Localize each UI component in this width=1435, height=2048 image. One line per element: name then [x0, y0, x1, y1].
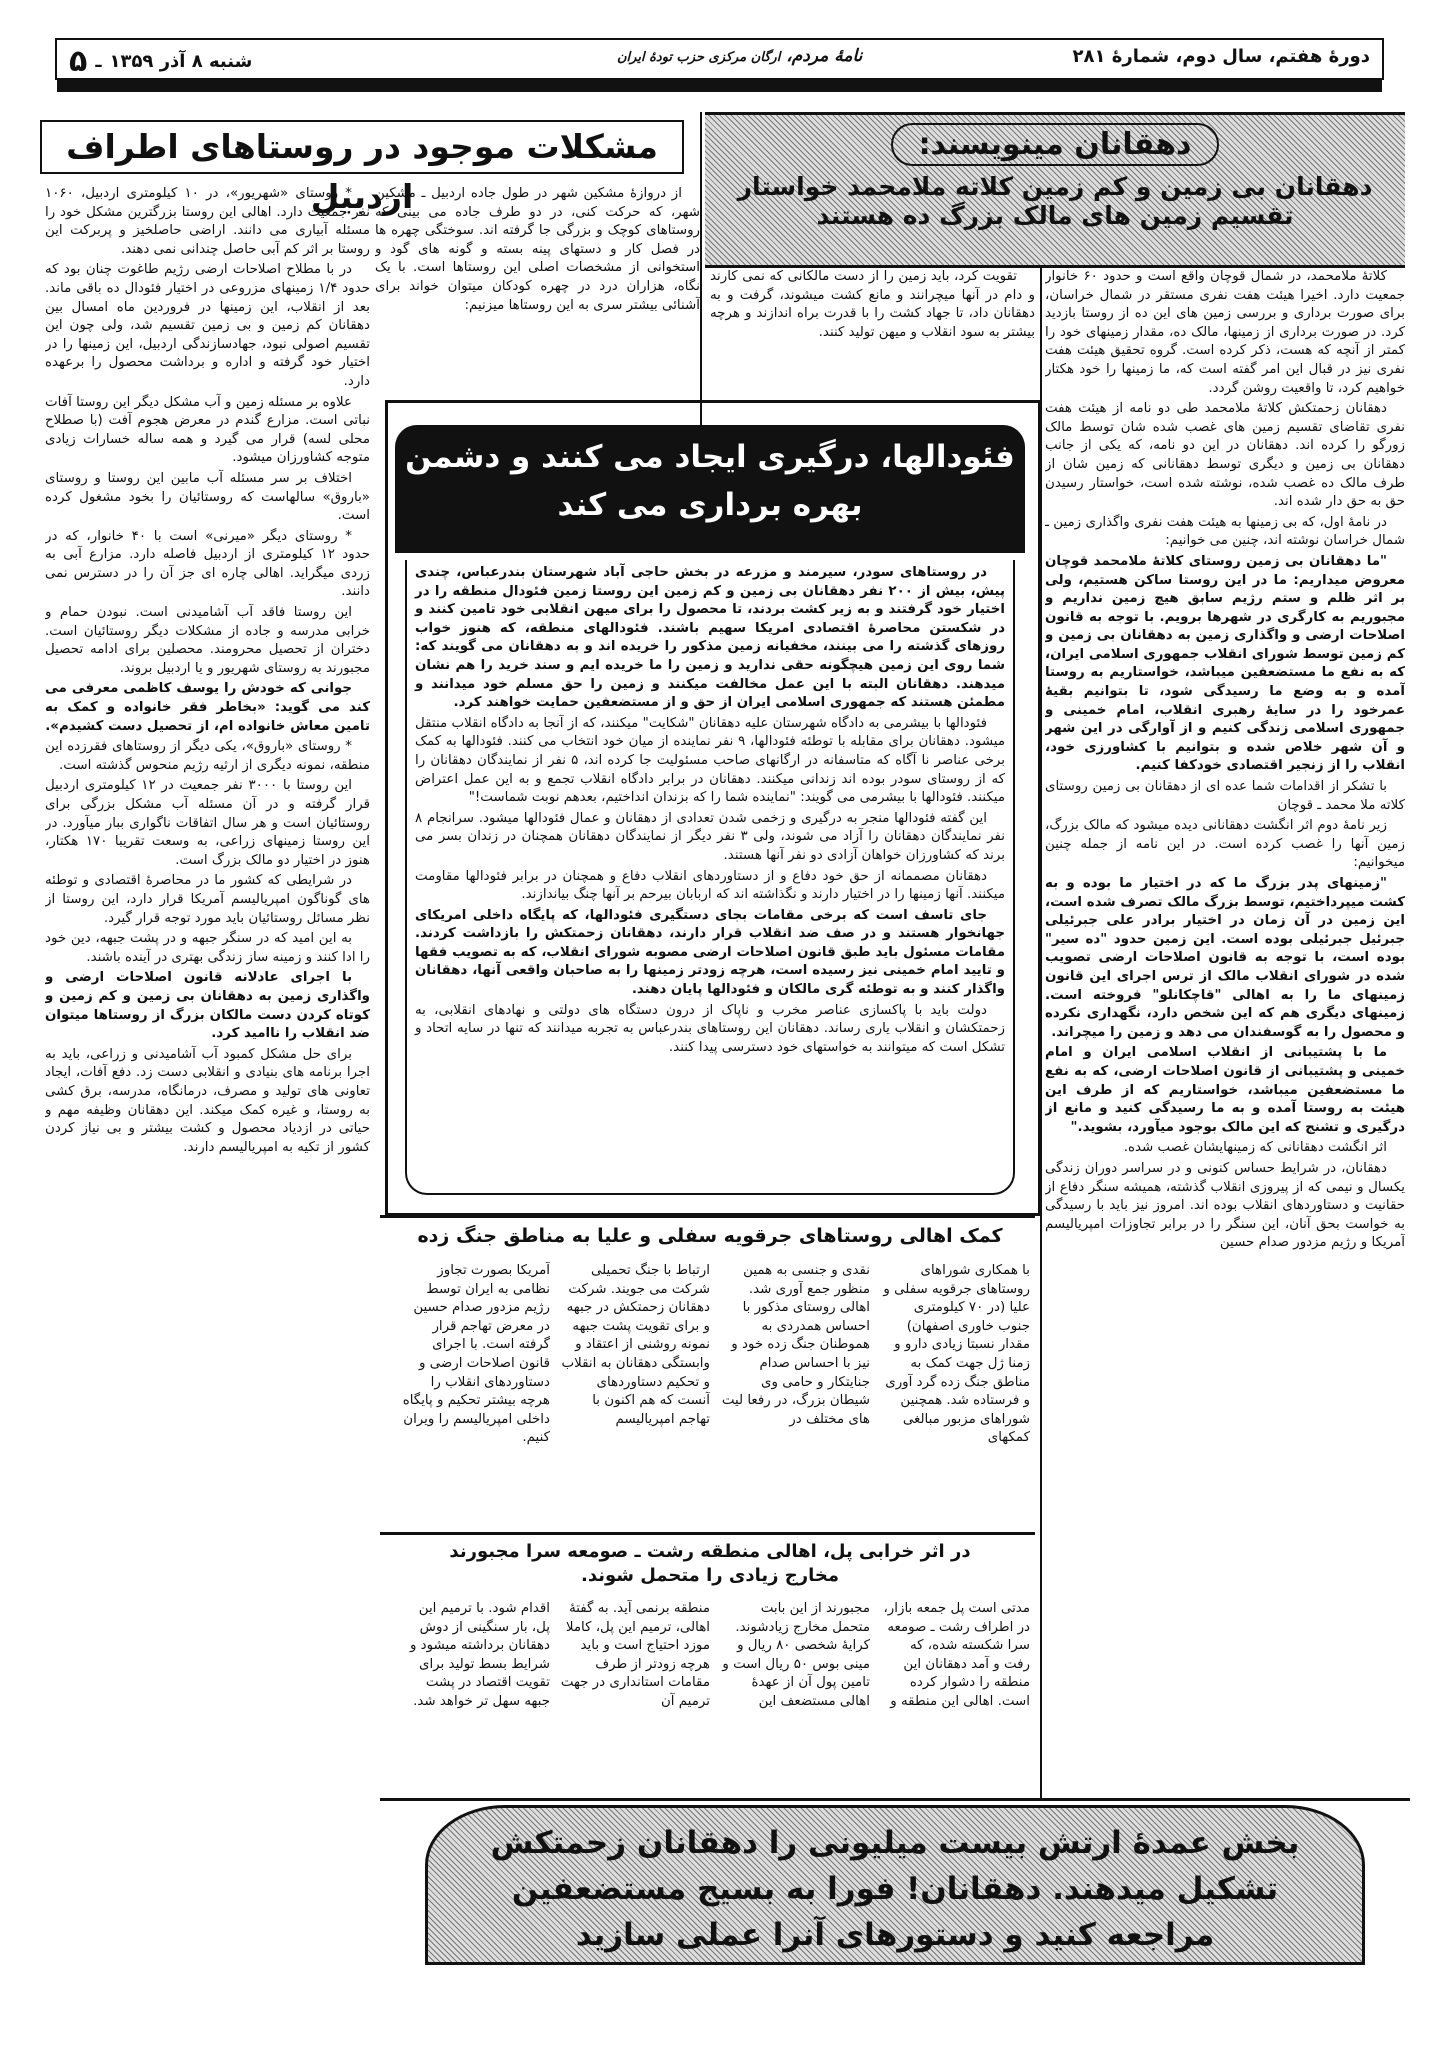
paragraph: دولت باید با پاکسازی عناصر مخرب و ناپاک از درون دستگاه های دولتی و نهادهای انقلابی، به زحمتکشان و انقلاب یاری رساند. دهقانان این روستاهای بندرعباس به تجربه میدانند که تنها در سایه اتحاد و تشکل است که میتوانند به خواستهای خود دسترسی پیدا کنند.	[415, 1002, 1005, 1055]
paragraph: "ما دهقانان بی زمین روستای کلاتهٔ ملامحمد قوچان معروض میداریم: ما در این روستا ساکن هستیم، ولی بر اثر ظلم و ستم رژیم سابق هیچ زمین نداریم و مجبوریم به کارگری در شهرها برویم. با توجه به قانون اصلاحات ارضی و واگذاری زمین به دهقانان بی زمین و کم زمین توسط شورای انقلاب جمهوری اسلامی ایران، که به نفع ما مستضعفین میباشد، خواستاریم به روستا آمده و به وضع ما رسیدگی شود، تا بتوانیم بقیهٔ عمرخود را در سایهٔ رهبری انقلاب، امام خمینی و جمهوری اسلامی زندگی کنیم و از آوارگی در این شهر و آن شهر خلاص شده و بتوانیم با کشاورزی خود، انقلاب را از زنجیر اقتصادی خودکفا کنیم.	[1045, 553, 1405, 774]
issue-info: دورهٔ هفتم، سال دوم، شمارهٔ ۲۸۱	[1072, 46, 1370, 67]
ardabil-column-2	[45, 185, 370, 1945]
feudals-headline-1: فئودالها، درگیری ایجاد می کنند و دشمن	[405, 439, 1015, 475]
rasht-col-4	[400, 1600, 550, 1785]
jarqouyeh-col-1	[880, 1262, 1030, 1527]
paragraph: مجبورند از این بابت متحمل مخارج زیادشوند. کرایهٔ شخصی ۸۰ ریال و مینی بوس ۵۰ ریال است و تامین پول آن از عهدهٔ اهالی مستضعف این	[722, 1601, 870, 1709]
paragraph: دهقانان مصممانه از حق خود دفاع و از دستاوردهای انقلاب دفاع و همچنان در برابر فئودالها مقاومت میکنند. آنها زمینها را در اختیار دارند و نگذاشته اند که اربابان بیرحم بر آنها چنگ بیاندازند.	[415, 868, 1005, 903]
paragraph: علاوه بر مسئله زمین و آب مشکل دیگر این روستا آفات نباتی است. مزارع گندم در معرض هجوم آفت (با صطلاح محلی لسه) قرار می گیرد و همه ساله خسارات زیادی متوجه کشاورزان میشود.	[45, 394, 370, 466]
peasants-write-right-column	[1045, 268, 1405, 1798]
rasht-headline-2: مخارج زیادی را متحمل شوند.	[580, 1565, 839, 1586]
paragraph: به این امید که در سنگر جبهه و در پشت جبهه، دین خود را ادا کنند و زمینه ساز زندگی بهتری در آینده باشند.	[45, 931, 370, 965]
paper-title: نامهٔ مردم، ارگان مرکزی حزب تودهٔ ایران	[617, 46, 863, 66]
jarqouyeh-col-3	[560, 1262, 710, 1527]
paragraph: برای حل مشکل کمبود آب آشامیدنی و زراعی، باید به اجرا برنامه های بنیادی و انقلابی دست زد. دفع آفات، ایجاد تعاونی های تولید و مصرف، درمانگاه، مدرسه، برق کشی به روستا، و غیره کمک میکند. این دهقانان وظیفه مهم و حیاتی در ازدیاد محصول و کشت بیشتر و بی نیاز کردن کشور از تکیه به امپریالیسم دارند.	[45, 1046, 370, 1155]
paragraph: ما با پشتیبانی از انقلاب اسلامی ایران و امام خمینی و پشتیبانی از قانون اصلاحات ارضی، که به نفع ما مستضعفین میباشد، خواستاریم که از طرف این هیئت به روستا آمده و به ما رسیدگی کنید و مانع از درگیری و تشنج که این مالک بوجود میآورد، بشوید."	[1045, 1045, 1405, 1135]
section-rule	[380, 1532, 1035, 1535]
bottom-banner	[425, 1805, 1365, 1965]
ardabil-headline-box	[40, 120, 684, 216]
paragraph: این روستا فاقد آب آشامیدنی است. نبودن حمام و خرابی مدرسه و جاده از مشکلات دیگر روستائیان است. دختران از تحصیل محرومند. محصلین برای ادامه تحصیل مجبورند به روستای شهریور و یا اردبیل بروند.	[45, 605, 370, 676]
paragraph: اختلاف بر سر مسئله آب مابین این روستا و روستای «باروق» سالهاست که روستائیان را بخود مشغول کرده است.	[45, 470, 370, 524]
paper-name: نامهٔ مردم	[791, 46, 863, 66]
jarqouyeh-headline: کمک اهالی روستاهای جرقویه سفلی و علیا به مناطق جنگ زده	[417, 1225, 1003, 1247]
paper-subtitle: ارگان مرکزی حزب تودهٔ ایران	[617, 50, 781, 65]
paragraph: با تشکر از اقدامات شما عده ای از دهقانان بی زمین روستای کلاته ملا محمد ـ قوچان	[1045, 779, 1405, 813]
peasants-write-left-column	[710, 268, 1035, 398]
paragraph: این گفته فئودالها منجر به درگیری و زخمی شدن تعدادی از دهقانان و عمال فئودالها میشود. سرانجام ۸ نفر نمایندگان دهقانان را آزاد می شوند، ولی ۳ نفر دیگر از نمایندگان دهقانان همچنان در زندان بسر می برند که کشاورزان خواهان آزادی دو نفر آنها هستند.	[415, 810, 1005, 863]
banner-line-2: تشکیل میدهند. دهقانان! فورا به بسیج مستضعفین	[511, 1871, 1279, 1907]
page-number: ۵	[69, 44, 88, 79]
peasants-write-header	[705, 112, 1405, 268]
jarqouyeh-col-4	[400, 1262, 550, 1527]
masthead-bar	[57, 80, 1382, 92]
paragraph: در روستاهای سودر، سیرمند و مزرعه در بخش حاجی آباد شهرستان بندرعباس، چندی پیش، بیش از ۲۰۰ نفر دهقانان بی زمین و کم زمین این روستا زمین فئودال منطقه را در اختیار خود گرفتند و به زیر کشت بردند، تا محصول را برای میهن انقلابی خود تامین کنند و در شکستن محاصرهٔ اقتصادی امریکا سهیم باشند. فئودالهای منطقه، که هنوز خواب روزهای گذشته را می بینند، مخفیانه زمین مذکور را خریده اند و به دهقانان می گویند که: شما روی این زمین هیچگونه حقی ندارید و زمین را ما خریده ایم و سند خرید را هم نشان میدهند. دهقانان البته با این عمل مخالفت میکنند و زمین را حق مسلم خود میدانند و مطمئن هستند که جمهوری اسلامی ایران از حق و از مستضعفین حمایت خواهند کرد.	[415, 565, 1005, 711]
banner-line-3: مراجعه کنید و دستورهای آنرا عملی سازید	[575, 1917, 1215, 1953]
section-rule	[380, 1215, 1035, 1218]
paragraph: اثر انگشت دهقانانی که زمینهایشان غصب شده.	[1123, 1140, 1387, 1156]
paragraph: دهقانان زحمتکش کلاتهٔ ملامحمد طی دو نامه از هیئت هفت نفری تقاضای تقسیم زمین های غصب شده شان توسط مالک زورگو را کرده اند. دهقانان در این دو نامه، که یکی از جانب دهقانان بی زمین و دیگری توسط دهقانانی که زمین شان از طرف مالک ده غصب شده، نوشته شده است، خواستار رسیدن حق به حق دار شده اند.	[1045, 401, 1405, 510]
paragraph: با اجرای عادلانه قانون اصلاحات ارضی و واگذاری زمین به دهقانان بی زمین و کم زمین و کوتاه کردن دست مالکان بزرگ از روستاها میتوان ضد انقلاب را ناامید کرد.	[45, 970, 370, 1042]
paragraph: آمریکا بصورت تجاوز نظامی به ایران توسط رژیم مزدور صدام حسین در معرض تهاجم قرار گرفته است. با اجرای قانون اصلاحات ارضی و دستاوردهای انقلاب را هرچه بیشتر تحکیم و پایگاه داخلی امپریالیسم را ویران کنیم.	[402, 1263, 550, 1446]
paragraph: * روستای «شهریور»، در ۱۰ کیلومتری اردبیل، ۱۰۶۰ نفر جمعیت دارد. اهالی این روستا بزرگترین مشکل خود را مسئله آبیاری می دانند. اراضی حاصلخیز و پربرکت این روستا بر اثر کم آبی حاصل چندانی نمی دهند.	[45, 186, 370, 257]
rasht-col-1	[880, 1600, 1030, 1785]
section-rule	[380, 1798, 1410, 1801]
rasht-headline	[400, 1540, 1020, 1588]
paragraph: جای تاسف است که برخی مقامات بجای دستگیری فئودالها، که پایگاه داخلی امریکای جهانخوار هستند و در صف ضد انقلاب قرار دارند، دهقانان زحمتکش را بازداشت کردند. مقامات مسئول باید طبق قانون اصلاحات ارضی مصوبه شورای انقلاب، که به تصویب فقها و تایید امام خمینی نیز رسیده است، هرچه زودتر زمینها را به صاحبان واقعی آنها، دهقانان واگذار کنند و به توطئه گری مالکان و فئودالها پایان دهند.	[415, 907, 1005, 998]
paragraph: مدتی است پل جمعه بازار، در اطراف رشت ـ صومعه سرا شکسته شده، که رفت و آمد دهقانان این منطقه را دشوار کرده است. اهالی این منطقه و	[883, 1601, 1030, 1709]
paragraph: فئودالها با بیشرمی به دادگاه شهرستان علیه دهقانان "شکایت" میکنند، که از آنجا به دادگاه انقلاب منتقل میشود. دهقانان برای مقابله با توطئه فئودالها، ۹ نفر نماینده از میان خود انتخاب می کنند. فئودالها به کمک برخی عناصر نا آگاه که متاسفانه در ارگانهای صاحب مسئولیت جا کرده اند، ۵ نفر از نمایندگان دهقانان را که از روستای سودر بوده اند زندانی میکنند. دهقانان در برابر دادگاه انقلاب تجمع و به این عمل اعتراض میکنند. فئودالها با بیشرمی می گویند: "نماینده شما را که بزندان انداختیم، بعدهم نوبت شماست!"	[415, 715, 1006, 806]
paragraph: "زمینهای پدر بزرگ ما که در اختیار ما بوده و به کشت میپرداختیم، توسط بزرگ مالک تصرف شده است، این زمین در آن زمان در اختیار برادر علی جبرئیلی جبرئیل جبرئیلی بوده است. این زمین حدود "ده سیر" بوده است، با توجه به قانون اصلاحات ارضی تصویب شده در شورای انقلاب مالک از ترس اجرای این قانون زمینهای ما را به اهالی "قاچکانلو" فروخته است. زمینهای دیگری هم که این شخص دارد، نگهداری نکرده و محصول را به گوسفندان می دهد و زمین را میچراند.	[1045, 876, 1405, 1040]
ardabil-column-1	[375, 185, 700, 360]
paragraph: * روستای «باروق»، یکی دیگر از روستاهای فقرزده این منطقه، نمونه دیگری از ارثیه رژیم منحوس گذشته است.	[45, 739, 370, 773]
rasht-col-2	[720, 1600, 870, 1785]
banner-line-1: بخش عمدهٔ ارتش بیست میلیونی را دهقانان زحمتکش	[490, 1825, 1300, 1861]
paragraph: زیر نامهٔ دوم اثر انگشت دهقانانی دیده میشود که مالک بزرگ، زمین آنها را غصب کرده است. در این نامه از جمله چنین میخوانیم:	[1045, 818, 1405, 871]
peasants-write-headline-1: دهقانان بی زمین و کم زمین کلاته ملامحمد خواستار	[737, 172, 1373, 201]
paragraph: با همکاری شوراهای روستاهای جرقویه سفلی و علیا (در ۷۰ کیلومتری جنوب خاوری اصفهان) مقدار نسبتا زیادی دارو و زمنا ژل جهت کمک به مناطق جنگ زده گرد آوری و فرستاده شد. همچنین شوراهای مزبور مبالغی کمکهای	[883, 1263, 1030, 1446]
paragraph: از دروازهٔ مشکین شهر در طول جاده اردبیل ـ مشکین شهر، که حرکت کنی، در دو طرف جاده می بینی که روستاهای کوچک و بزرگی جا گرفته اند. سوختگی چهره ها در فصل کار و دستهای پینه بسته و گونه های گود و استخوانی از مشخصات اصلی این روستاها است. با یک نگاه، هزاران درد در چهره کودکان میتوان خواند برای آشنائی بیشتر سری به این روستاها میزنیم:	[375, 186, 700, 313]
paragraph: در با مطلاح اصلاحات ارضی رژیم طاغوت چنان بود که حدود ۱/۴ زمینهای مزروعی در اختیار فئودال ده باقی ماند. بعد از انقلاب، این زمینها در فروردین ماه امسال بین دهقانان کم زمین و بی زمین تقسیم شد، ولی چون این تقسیم اصولی نبود، جهادسازندگی اردبیل، این زمینها را در اختیار خود گرفته و اداره و برداشت محصول را برعهده دارد.	[45, 262, 370, 389]
paragraph: در شرایطی که کشور ما در محاصرهٔ اقتصادی و توطئه های گوناگون امپریالیسم آمریکا قرار دارد، این روستا از نظر مسائل روستائیان باید مورد توجه قرار گیرد.	[45, 873, 370, 926]
rasht-col-3	[560, 1600, 710, 1785]
paragraph: در نامهٔ اول، که بی زمینها به هیئت هفت نفری واگذاری زمین ـ شمال خراسان نوشته اند، چنین می خوانیم:	[1045, 514, 1405, 549]
ardabil-headline: مشکلات موجود در روستاهای اطراف اردبیل	[66, 127, 658, 216]
paragraph: تقویت کرد، باید زمین را از دست مالکانی که نمی کارند و دام در آنها میچرانند و مانع کشت میشوند، گرفت و به دهقانان داد، تا جهاد کشت را با قدرت براه اندازند و هرچه بیشتر به سود انقلاب و میهن تولید کنند.	[710, 269, 1035, 340]
paragraph: اقدام شود. با ترمیم این پل، بار سنگینی از دوش دهقانان برداشته میشود و شرایط بسط تولید برای تقویت اقتصاد در پشت جبهه سهل تر خواهد شد.	[409, 1601, 550, 1709]
date-and-page: شنبه ۸ آذر ۱۳۵۹ ـ ۵	[69, 44, 253, 79]
feudals-headline-box	[395, 425, 1025, 553]
paragraph: دهقانان، در شرایط حساس کنونی و در سراسر دوران زندگی یکسال و نیمی که از پیروزی انقلاب گذشته، همیشه سنگر دفاع از حقانیت و دستاوردهای انقلاب بوده اند. امروز نیز باید با رسیدگی به خواست بحق آنان، این سنگر را در برابر تجاوزات امپریالیسم آمریکا و رژیم مزدور صدام حسین	[1045, 1160, 1405, 1251]
feudals-headline-2: بهره برداری می کند	[557, 487, 863, 523]
paragraph: * روستای دیگر «میرنی» است با ۴۰ خانوار، که در حدود ۱۲ کیلومتری از اردبیل فاصله دارد. مزارع آبی به زردی میگراید. اهالی چاره ای جز آن را در دسترس نمی دانند.	[45, 528, 370, 600]
jarqouyeh-col-2	[720, 1262, 870, 1527]
paragraph: منطقه برنمی آید. به گفتهٔ اهالی، ترمیم این پل، کاملا موزد احتیاج است و باید هرچه زودتر از طرف مقامات استانداری در جهت ترمیم آن	[560, 1601, 710, 1709]
paragraph: نقدی و جنسی به همین منظور جمع آوری شد. اهالی روستای مذکور با احساس همدردی به هموطنان جنگ زده خود و نیز با احساس صدام جنایتکار و حامی وی شیطان بزرگ، در رفعا لیت های مختلف در	[721, 1263, 870, 1427]
rasht-headline-1: در اثر خرابی پل، اهالی منطقه رشت ـ صومعه سرا مجبورند	[449, 1541, 971, 1562]
masthead	[55, 38, 1384, 80]
feudals-body	[405, 560, 1015, 1195]
paragraph: جوانی که خودش را یوسف کاظمی معرفی می کند می گوید: «بخاطر فقر خانواده و کمک به تامین معاش خانواده ام، از تحصیل دست کشیدم».	[45, 681, 370, 734]
peasants-write-headline-2: تقسیم زمین های مالک بزرگ ده هستند	[816, 201, 1294, 230]
paragraph: ارتباط با جنگ تحمیلی شرکت می جویند. شرکت دهقانان زحمتکش در جبهه و برای تقویت پشت جبهه نمونه روشنی از اعتقاد و وابستگی دهقانان به انقلاب و تحکیم دستاوردهای آنست که هم اکنون با تهاجم امپریالیسم	[561, 1263, 710, 1427]
paragraph: کلاتهٔ ملامحمد، در شمال قوچان واقع است و حدود ۶۰ خانوار جمعیت دارد. اخیرا هیئت هفت نفری مستقر در شمال خراسان، برای صورت برداری و بررسی زمین های این ده از روستا بازدید کرد. در صورت برداری از زمینها، مالک ده، مقدار زمینهای خود را کمتر از آنچه که هست، ذکر کرده است. گروه تحقیق هیئت هفت نفری نیز در قبال این امر گفته است که، ما زمینها را خود هکتار خواهیم کرد، تا واقعیت روشن گردد.	[1045, 269, 1405, 396]
issue-date: شنبه ۸ آذر ۱۳۵۹	[109, 51, 253, 72]
peasants-write-kicker: دهقانان مینویسند:	[891, 123, 1220, 166]
paragraph: این روستا با ۳۰۰۰ نفر جمعیت در ۱۲ کیلومتری اردبیل قرار گرفته و در آن مسئله آب مشکل بزرگی برای روستائیان است و هر سال اتفاقات ناگواری ببار میآورد. در این روستا زمینهای زراعی، به وسعت تقریبا ۱۷۰ هکتار، هنوز در اختیار دو مالک بزرگ است.	[45, 778, 370, 868]
